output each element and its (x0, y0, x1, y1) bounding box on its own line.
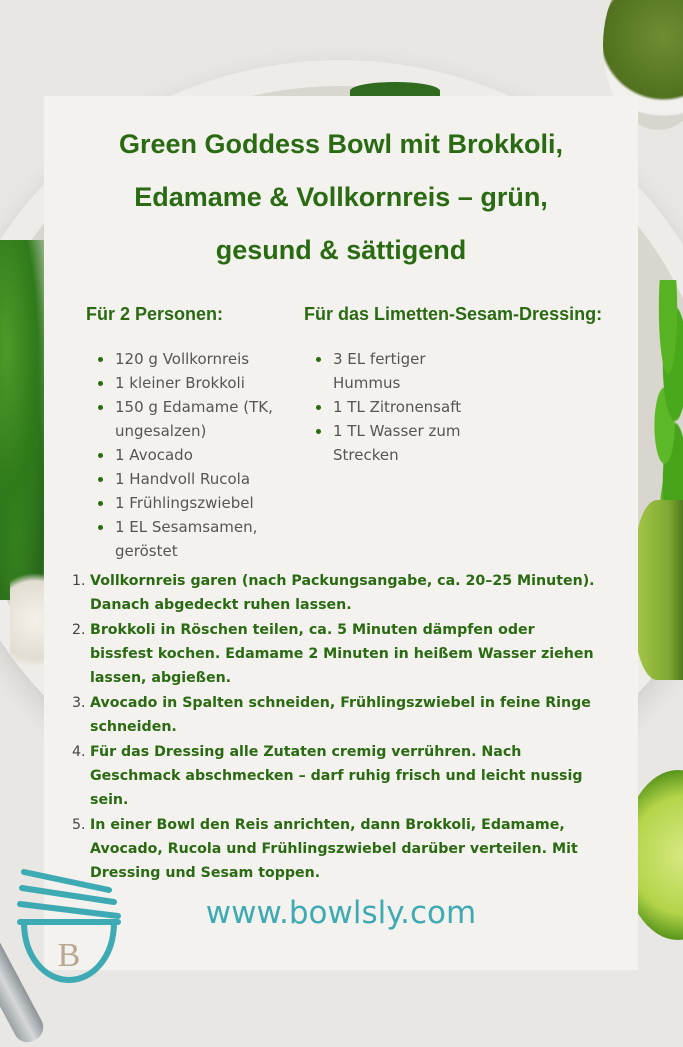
step-text: Vollkornreis garen (nach Packungsangabe, ca. 20–25 Minuten). Danach abgedeckt ruhen lassen. (90, 573, 595, 613)
list-item: 3 EL fertiger Hummus (310, 347, 470, 395)
step-number: 4. (72, 744, 86, 760)
list-item: 1 Avocado (92, 443, 322, 467)
stacked-bowls-logo-icon (14, 858, 124, 988)
list-item: 1 TL Wasser zum Strecken (310, 419, 470, 467)
list-item: 1 TL Zitronensaft (310, 395, 470, 419)
step-number: 2. (72, 622, 86, 638)
instruction-step (72, 813, 602, 885)
instruction-step (72, 740, 602, 812)
step-number: 5. (72, 817, 86, 833)
website-link[interactable]: www.bowlsly.com (205, 895, 477, 931)
list-item: 1 Frühlingszwiebel (92, 491, 322, 515)
recipe-title: Green Goddess Bowl mit Brokkoli, Edamame & Vollkornreis – grün, gesund & sättigend (118, 129, 564, 265)
instruction-step (72, 691, 602, 739)
recipe-card (44, 96, 638, 970)
list-item: 1 kleiner Brokkoli (92, 371, 322, 395)
step-text: In einer Bowl den Reis anrichten, dann Brokkoli, Edamame, Avocado, Rucola und Frühlingszwiebel darüber verteilen. Mit Dressing und Sesam toppen. (90, 817, 578, 881)
ingredients-list (92, 347, 322, 563)
ingredients-heading: Für 2 Personen: (86, 304, 224, 324)
list-item: 120 g Vollkornreis (92, 347, 322, 371)
dressing-heading: Für das Limetten-Sesam-Dressing: (304, 304, 603, 324)
step-number: 1. (72, 573, 86, 589)
instructions-list (72, 569, 602, 886)
step-text: Brokkoli in Röschen teilen, ca. 5 Minuten dämpfen oder bissfest kochen. Edamame 2 Minuten in heißem Wasser ziehen lassen, abgießen. (90, 622, 594, 686)
step-number: 3. (72, 695, 86, 711)
list-item: 1 Handvoll Rucola (92, 467, 322, 491)
list-item: 1 EL Sesamsamen, geröstet (92, 515, 322, 563)
avocado-photo (633, 500, 683, 680)
dressing-list (310, 347, 470, 467)
step-text: Avocado in Spalten schneiden, Frühlingszwiebel in feine Ringe schneiden. (90, 695, 591, 735)
instruction-step (72, 569, 602, 617)
step-text: Für das Dressing alle Zutaten cremig verrühren. Nach Geschmack abschmecken – darf ruhig frisch und leicht nussig sein. (90, 744, 583, 808)
list-item: 150 g Edamame (TK, ungesalzen) (92, 395, 322, 443)
instruction-step (72, 618, 602, 690)
logo-letter: B (57, 937, 81, 974)
